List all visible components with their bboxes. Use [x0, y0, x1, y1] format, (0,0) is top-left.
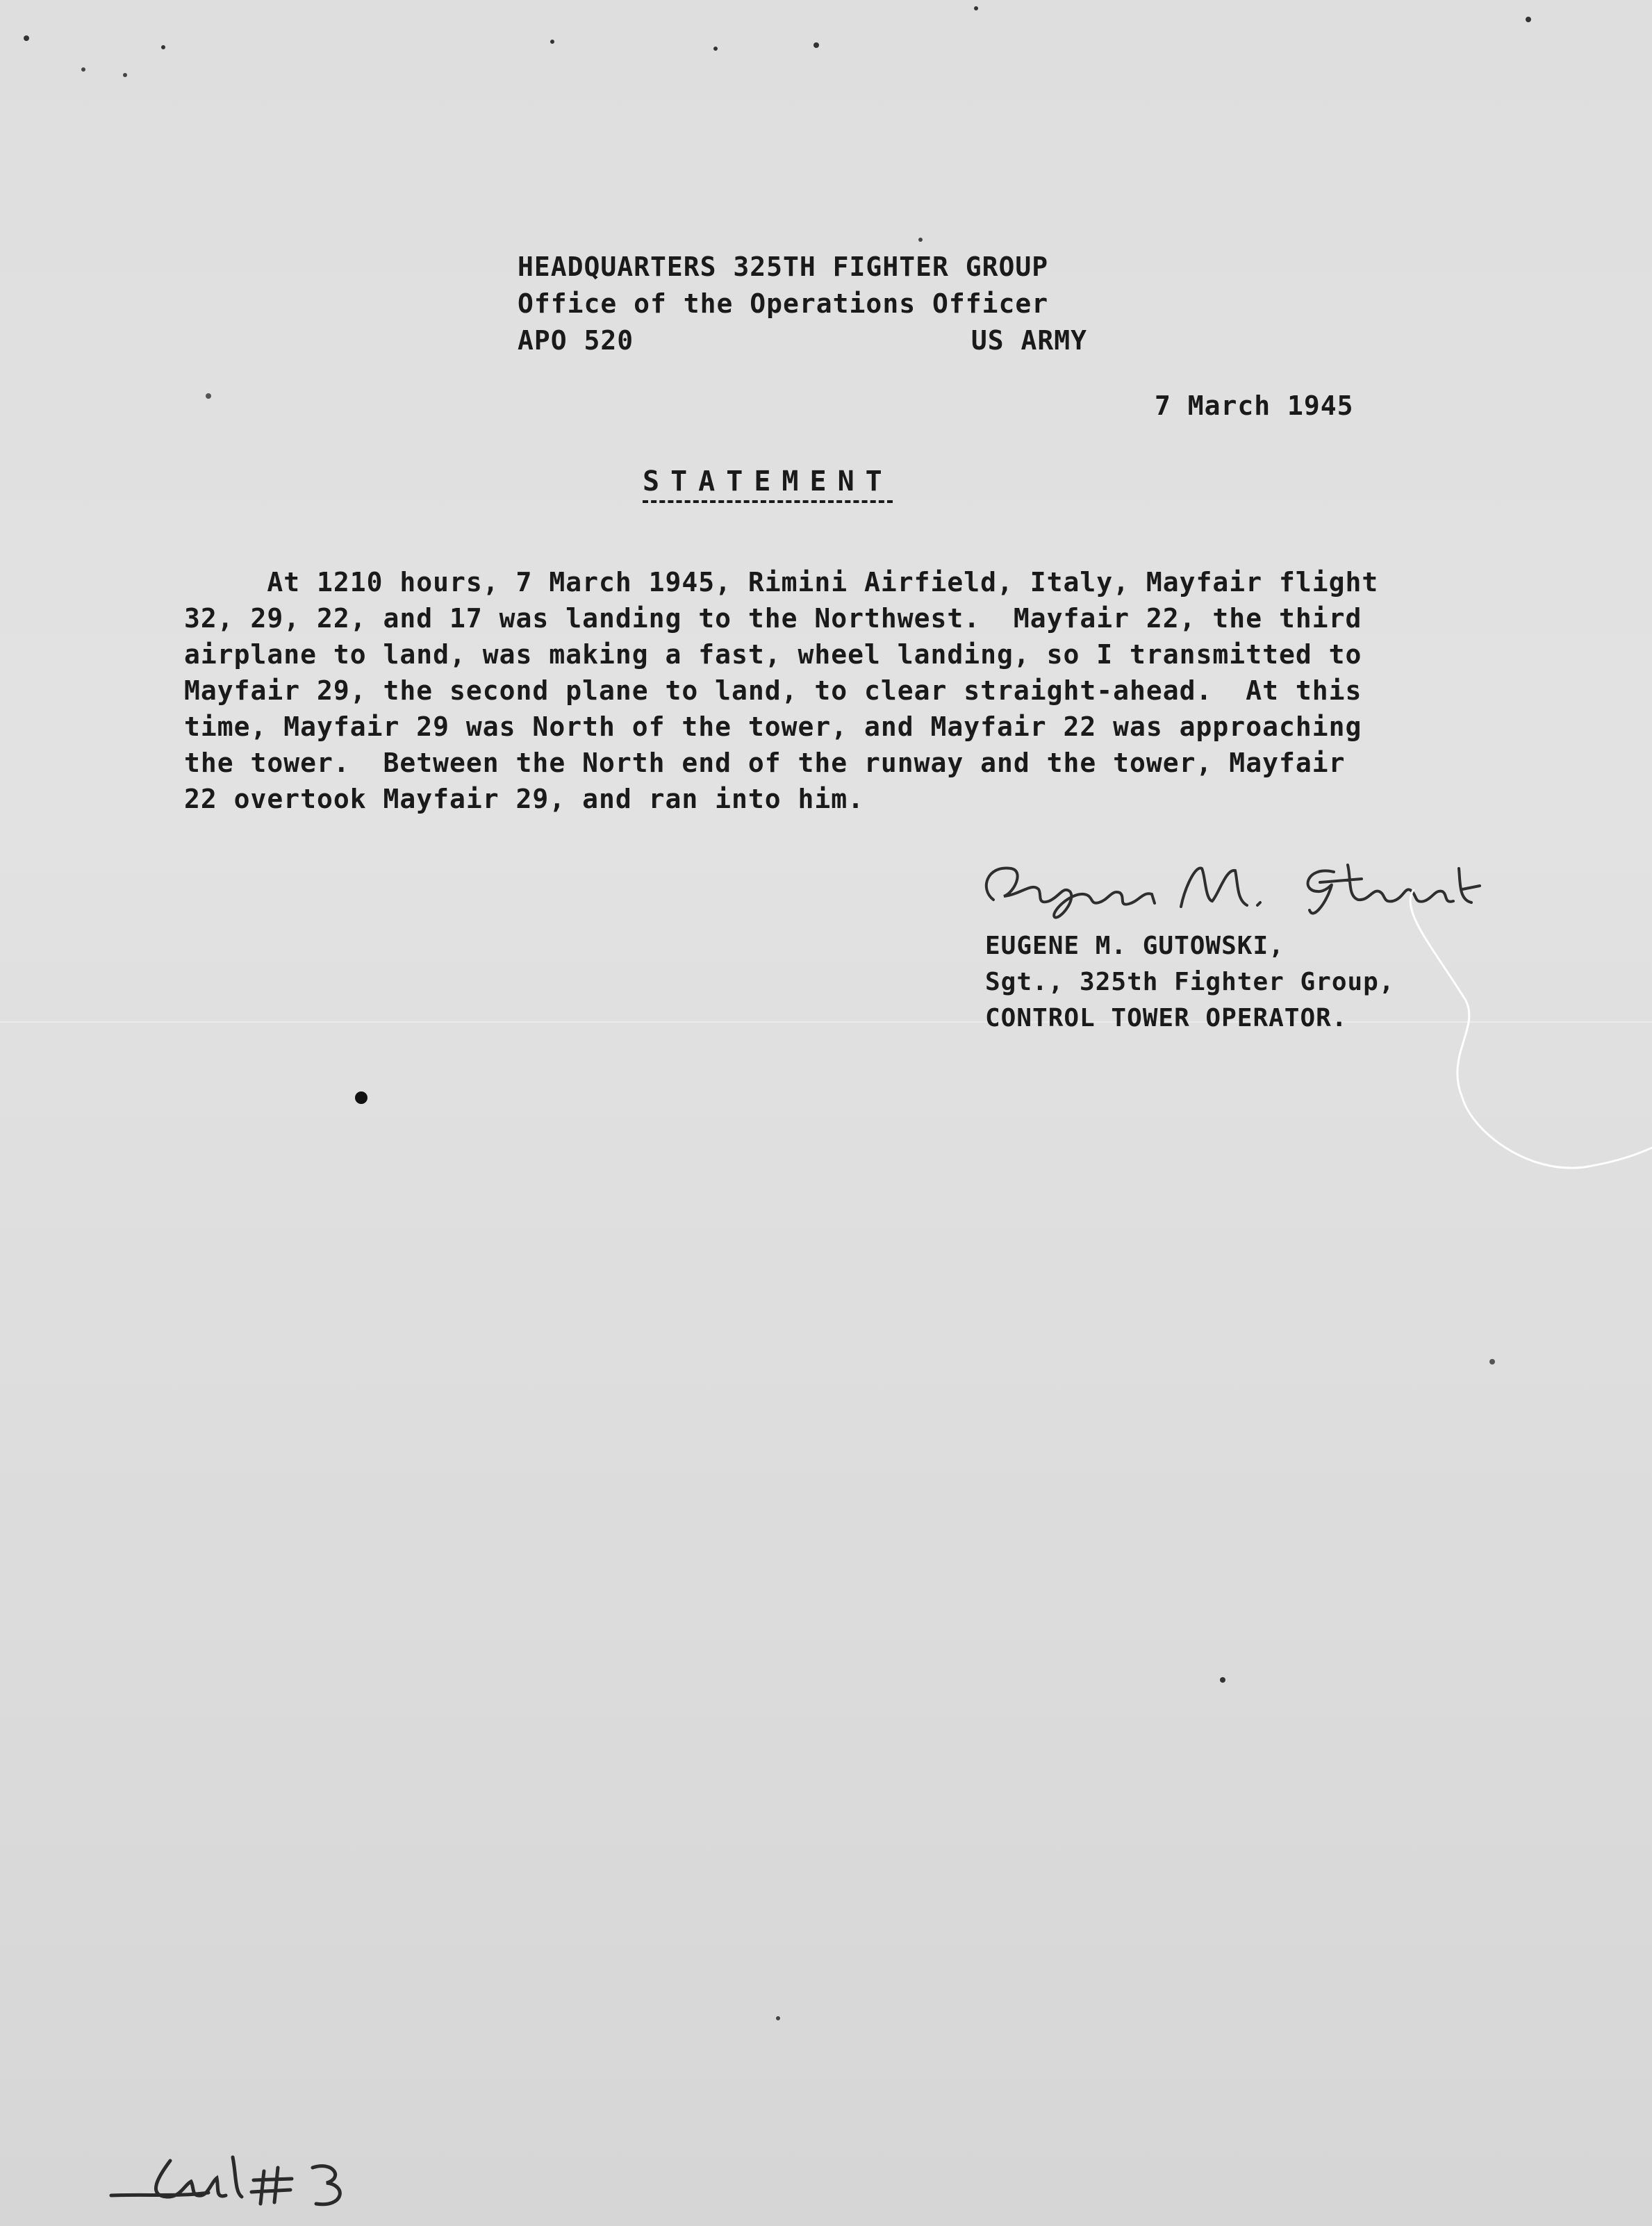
unit-name: HEADQUARTERS 325TH FIGHTER GROUP	[518, 252, 1049, 282]
document-date: 7 March 1945	[1155, 390, 1354, 421]
army-label: US ARMY	[970, 325, 1087, 356]
body-line: time, Mayfair 29 was North of the tower, and Mayfair 22 was approaching	[184, 711, 1362, 742]
letterhead-line-2	[518, 286, 1087, 322]
film-scratch	[1403, 889, 1652, 1209]
body-line: airplane to land, was making a fast, wheel landing, so I transmitted to	[184, 639, 1362, 670]
document-title: STATEMENT	[643, 465, 893, 497]
statement-body	[184, 564, 1469, 817]
office-name: Office of the Operations Officer	[518, 288, 1049, 319]
body-line: 32, 29, 22, and 17 was landing to the Northwest. Mayfair 22, the third	[184, 603, 1362, 634]
signer-name: EUGENE M. GUTOWSKI,	[985, 932, 1285, 960]
body-line: At 1210 hours, 7 March 1945, Rimini Airfield, Italy, Mayfair flight	[184, 567, 1379, 597]
body-line: the tower. Between the North end of the runway and the tower, Mayfair	[184, 748, 1346, 778]
body-line: 22 overtook Mayfair 29, and ran into him.	[184, 784, 864, 814]
letterhead-line-1	[518, 249, 1087, 286]
signature-block	[985, 928, 1395, 1037]
signer-role: CONTROL TOWER OPERATOR.	[985, 1004, 1348, 1032]
signer-rank: Sgt., 325th Fighter Group,	[985, 968, 1395, 996]
letterhead	[518, 249, 1087, 359]
letterhead-line-3	[518, 322, 1087, 359]
handwritten-annotation	[104, 2147, 424, 2213]
body-line: Mayfair 29, the second plane to land, to clear straight-ahead. At this	[184, 675, 1362, 706]
apo-number: APO 520	[518, 325, 634, 356]
